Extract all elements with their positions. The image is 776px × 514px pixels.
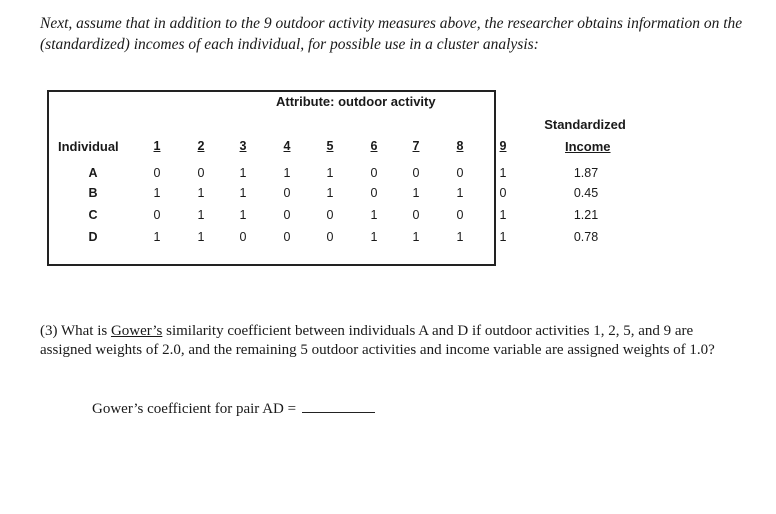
table-cell: 1 bbox=[412, 230, 420, 244]
table-cell: 0 bbox=[326, 230, 334, 244]
column-header-4: 4 bbox=[283, 139, 291, 153]
table-cell: 0 bbox=[499, 186, 507, 200]
table-cell: 1 bbox=[412, 186, 420, 200]
table-cell: 1 bbox=[499, 208, 507, 222]
table-cell: 0 bbox=[370, 186, 378, 200]
answer-line bbox=[92, 398, 375, 418]
table-cell: 0 bbox=[153, 166, 161, 180]
column-header-8: 8 bbox=[456, 139, 464, 153]
table-cell: 1 bbox=[370, 208, 378, 222]
table-cell: 0 bbox=[283, 186, 291, 200]
table-cell: 1 bbox=[326, 166, 334, 180]
table-cell: 0 bbox=[412, 166, 420, 180]
table-cell: 1 bbox=[239, 186, 247, 200]
answer-blank[interactable] bbox=[302, 398, 375, 413]
attribute-title: Attribute: outdoor activity bbox=[276, 94, 436, 109]
column-header-1: 1 bbox=[153, 139, 161, 153]
table-cell: 0 bbox=[456, 208, 464, 222]
question-suffix: similarity coefficient between individuals A and D if outdoor activities 1, 2, 5, and 9 are assigned weights of 2.0, and the remaining 5 outdoor activities and income variable are assigned weights of 1.0? bbox=[40, 323, 715, 358]
column-header-9: 9 bbox=[499, 139, 507, 153]
row-label-c: C bbox=[88, 208, 98, 222]
table-cell: 1 bbox=[326, 186, 334, 200]
table-cell: 1 bbox=[197, 230, 205, 244]
table-cell: 1 bbox=[499, 230, 507, 244]
row-label-d: D bbox=[88, 230, 98, 244]
table-cell: 0 bbox=[283, 208, 291, 222]
individual-header: Individual bbox=[58, 139, 119, 154]
income-cell: 1.21 bbox=[573, 208, 599, 222]
table-cell: 0 bbox=[370, 166, 378, 180]
table-cell: 1 bbox=[153, 186, 161, 200]
row-label-b: B bbox=[88, 186, 98, 200]
table-cell: 0 bbox=[412, 208, 420, 222]
income-header: Income bbox=[565, 139, 611, 154]
table-cell: 0 bbox=[153, 208, 161, 222]
question-prefix: (3) What is bbox=[40, 323, 111, 339]
table-cell: 1 bbox=[197, 208, 205, 222]
table-cell: 0 bbox=[197, 166, 205, 180]
income-cell: 0.45 bbox=[573, 186, 599, 200]
table-cell: 1 bbox=[499, 166, 507, 180]
table-cell: 0 bbox=[326, 208, 334, 222]
question-3 bbox=[40, 322, 745, 359]
table-cell: 0 bbox=[239, 230, 247, 244]
table-cell: 1 bbox=[239, 208, 247, 222]
answer-label: Gower’s coefficient for pair AD = bbox=[92, 401, 297, 417]
income-cell: 0.78 bbox=[573, 230, 599, 244]
row-label-a: A bbox=[88, 166, 98, 180]
column-header-3: 3 bbox=[239, 139, 247, 153]
table-cell: 1 bbox=[153, 230, 161, 244]
table-cell: 1 bbox=[197, 186, 205, 200]
table-cell: 1 bbox=[283, 166, 291, 180]
table-cell: 1 bbox=[370, 230, 378, 244]
standardized-label: Standardized bbox=[544, 117, 626, 132]
intro-text: Next, assume that in addition to the 9 outdoor activity measures above, the researcher obtains information on the (standardized) incomes of each individual, for possible use in a cluster analysis: bbox=[40, 15, 743, 53]
table-cell: 1 bbox=[456, 230, 464, 244]
column-header-6: 6 bbox=[370, 139, 378, 153]
table-cell: 1 bbox=[456, 186, 464, 200]
income-cell: 1.87 bbox=[573, 166, 599, 180]
table-cell: 0 bbox=[283, 230, 291, 244]
column-header-5: 5 bbox=[326, 139, 334, 153]
gower-term: Gower’s bbox=[110, 323, 163, 339]
column-header-2: 2 bbox=[197, 139, 205, 153]
table-cell: 0 bbox=[456, 166, 464, 180]
column-header-7: 7 bbox=[412, 139, 420, 153]
table-cell: 1 bbox=[239, 166, 247, 180]
